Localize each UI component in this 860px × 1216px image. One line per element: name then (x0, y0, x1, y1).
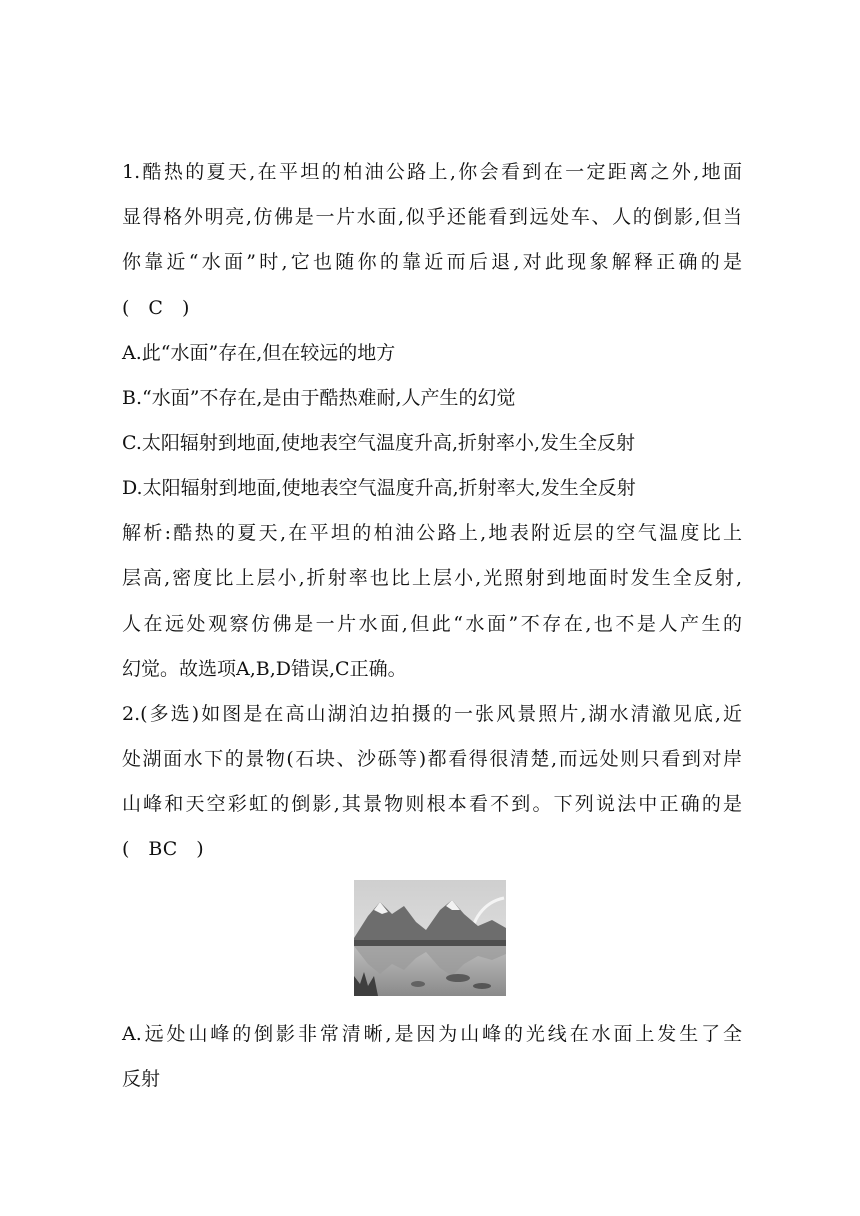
q1-option-b: B.“水面”不存在,是由于酷热难耐,人产生的幻觉 (122, 387, 516, 409)
q1-stem-line-3: 你靠近“水面”时,它也随你的靠近而后退,对此现象解释正确的是 (122, 251, 742, 273)
q2-answer-bracket: ( BC ) (122, 838, 204, 860)
q1-option-a: A.此“水面”存在,但在较远的地方 (122, 342, 396, 364)
q2-stem-line-2: 处湖面水下的景物(石块、沙砾等)都看得很清楚,而远处则只看到对岸 (122, 748, 742, 770)
q1-analysis-line-3: 人在远处观察仿佛是一片水面,但此“水面”不存在,也不是人产生的 (122, 613, 742, 635)
q1-option-d: D.太阳辐射到地面,使地表空气温度升高,折射率大,发生全反射 (122, 477, 636, 499)
q1-analysis-line-4: 幻觉。故选项A,B,D错误,C正确。 (122, 658, 407, 680)
mountain-lake-photo (354, 880, 506, 996)
q1-analysis-line-2: 层高,密度比上层小,折射率也比上层小,光照射到地面时发生全反射, (122, 567, 742, 589)
q2-option-a-line-1: A.远处山峰的倒影非常清晰,是因为山峰的光线在水面上发生了全 (122, 1023, 742, 1045)
q1-answer-bracket: ( C ) (122, 297, 190, 319)
q2-option-a-line-2: 反射 (122, 1068, 161, 1090)
q2-stem-line-1: 2.(多选)如图是在高山湖泊边拍摄的一张风景照片,湖水清澈见底,近 (122, 703, 742, 725)
q1-stem-line-2: 显得格外明亮,仿佛是一片水面,似乎还能看到远处车、人的倒影,但当 (122, 206, 742, 228)
q1-analysis-line-1: 解析:酷热的夏天,在平坦的柏油公路上,地表附近层的空气温度比上 (122, 522, 742, 544)
q1-stem-line-1: 1.酷热的夏天,在平坦的柏油公路上,你会看到在一定距离之外,地面 (122, 161, 742, 183)
q1-option-c: C.太阳辐射到地面,使地表空气温度升高,折射率小,发生全反射 (122, 432, 636, 454)
q2-stem-line-3: 山峰和天空彩虹的倒影,其景物则根本看不到。下列说法中正确的是 (122, 793, 742, 815)
